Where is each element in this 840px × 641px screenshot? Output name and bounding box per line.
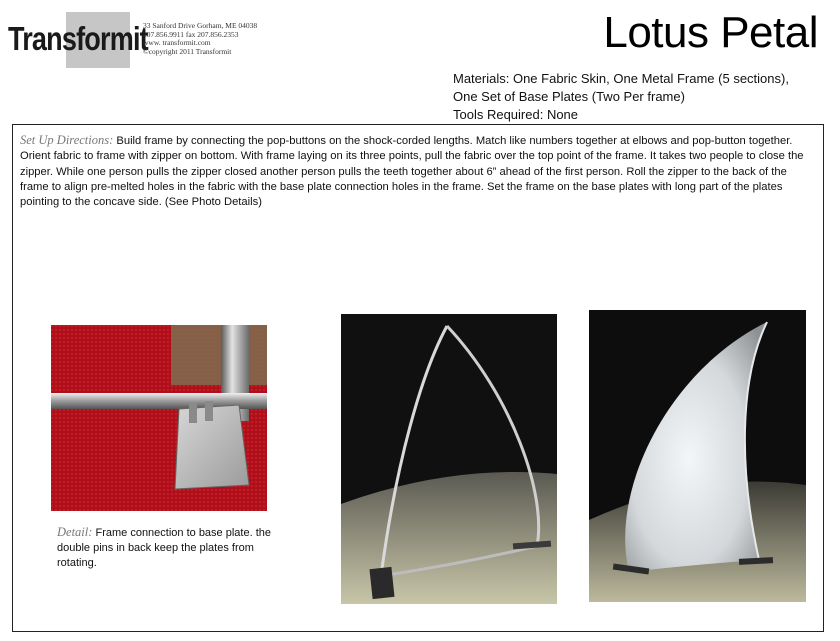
- photo-covered-petal: [589, 310, 806, 602]
- logo-text: Transformit: [8, 20, 148, 57]
- detail-caption-heading: Detail:: [57, 525, 93, 539]
- setup-directions: [20, 133, 810, 210]
- materials-line-2: One Set of Base Plates (Two Per frame): [453, 89, 685, 104]
- requirements-list: [453, 70, 789, 124]
- page-title: Lotus Petal: [603, 8, 818, 57]
- setup-directions-heading: Set Up Directions:: [20, 133, 114, 147]
- setup-directions-body: Build frame by connecting the pop-buttons on the shock-corded lengths. Match like numbers together at elbows and pop-button together. Orient fabric to frame with zipper on bottom. With frame laying on its three points, pull the fabric over the top point of the frame. It takes two people to close the zipper. While one person pulls the zipper closed another person pulls the teeth together about 6” ahead of the first person. Roll the zipper to the back of the frame to align pre-melted holes in the fabric with the base plate connection holes in the frame. Set the frame on the base plates with long part of the plates pointing to the concave side. (See Photo Details): [20, 135, 804, 209]
- tools-required-line: Tools Required: None: [453, 107, 579, 122]
- photo-base-plate: [51, 325, 267, 511]
- photo-bare-frame: [341, 314, 557, 604]
- materials-line-1: Materials: One Fabric Skin, One Metal Frame (5 sections),: [453, 71, 789, 86]
- brand-logo: [8, 12, 148, 68]
- contact-info: [143, 22, 257, 56]
- contact-copyright: ©copyright 2011 Transformit: [143, 46, 232, 56]
- contact-website: www. transformit.com: [143, 38, 211, 47]
- detail-caption: [57, 525, 287, 571]
- contact-phone: 207.856.9911 fax 207.856.2353: [143, 29, 239, 39]
- contact-address: 33 Sanford Drive Gorham, ME 04038: [143, 21, 258, 30]
- detail-caption-body: Frame connection to base plate. the double pins in back keep the plates from rotating.: [57, 527, 271, 569]
